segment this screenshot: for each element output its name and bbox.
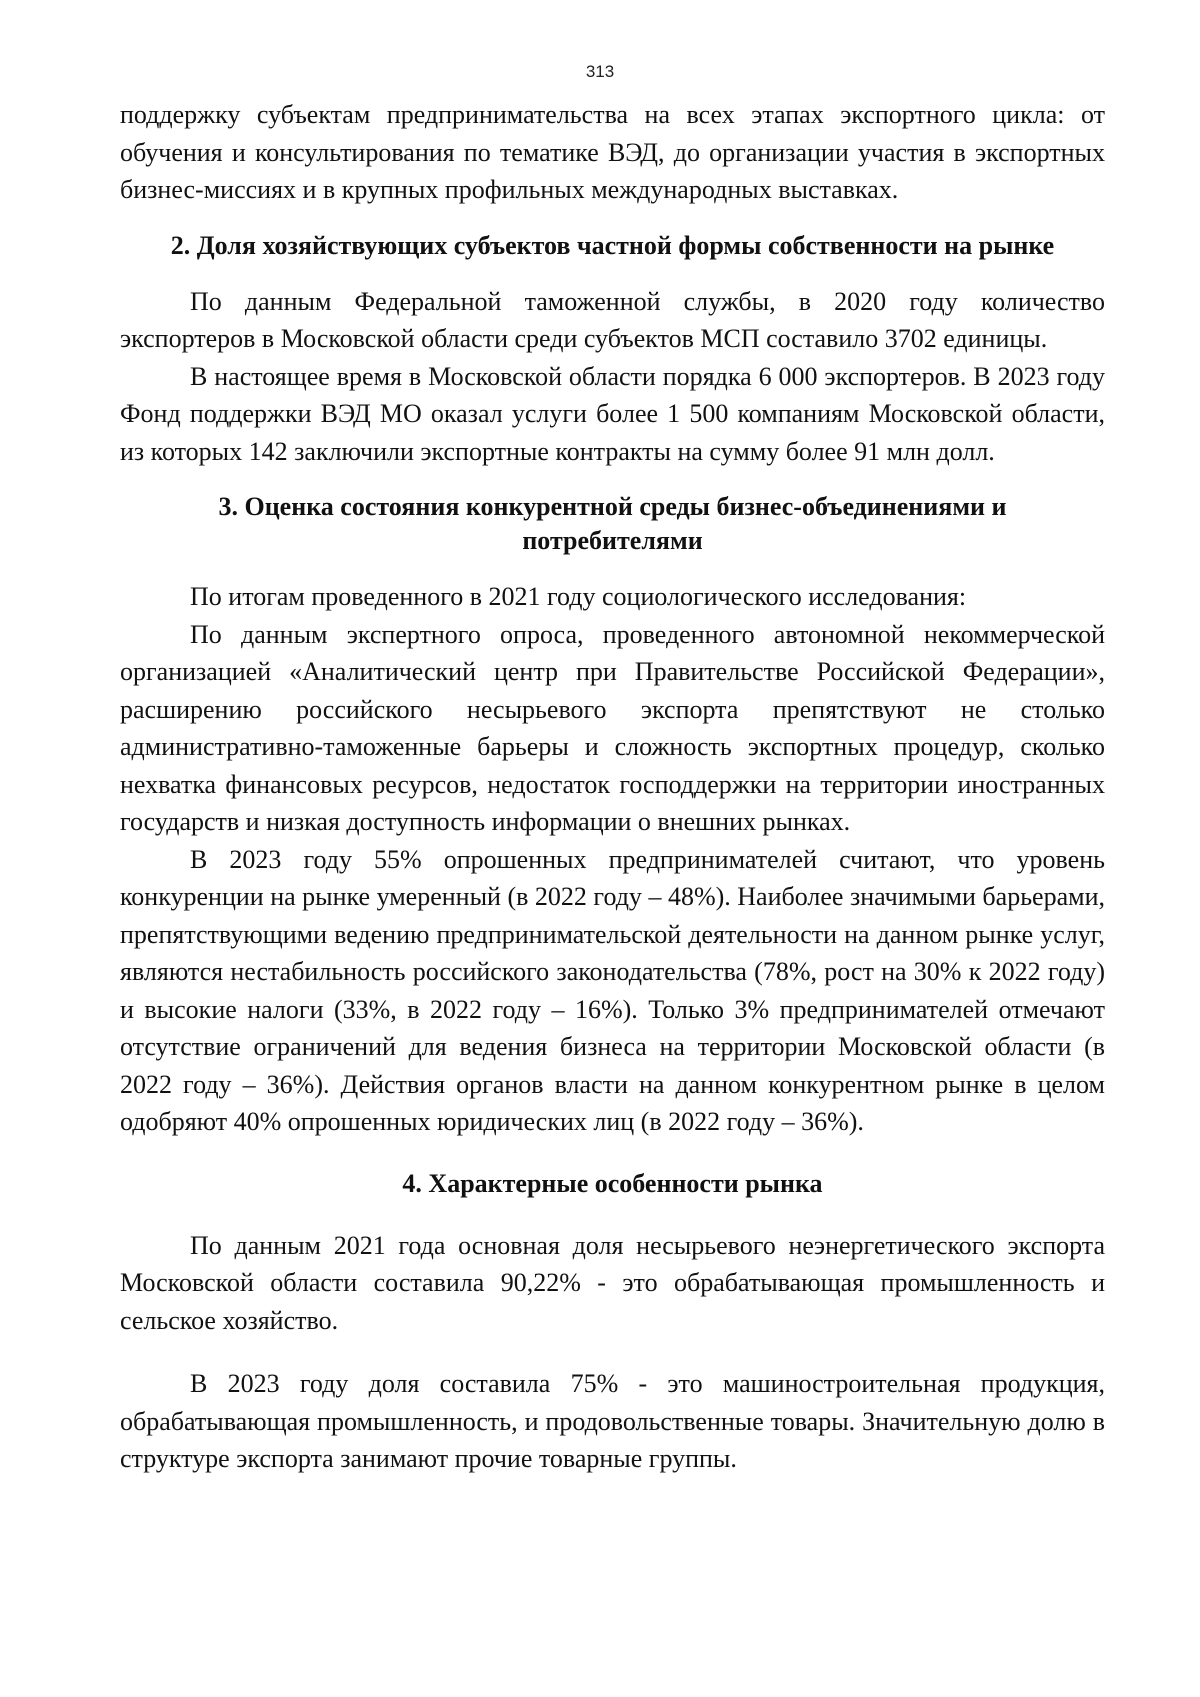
section-3-paragraph-3: В 2023 году 55% опрошенных предпринимателей считают, что уровень конкуренции на рынке умеренный (в 2022 году – 48%). Наиболее значимыми барьерами, препятствующими ведению предпринимательской деятельности на данном рынке услуг, являются нестабильность российского законодательства (78%, рост на 30% к 2022 году) и высокие налоги (33%, в 2022 году – 16%). Только 3% предпринимателей отмечают отсутствие ограничений для ведения бизнеса на территории Московской области (в 2022 году – 36%). Действия органов власти на данном конкурентном рынке в целом одобряют 40% опрошенных юридических лиц (в 2022 году – 36%).	[120, 844, 1105, 1136]
section-3-paragraph-1: По итогам проведенного в 2021 году социологического исследования:	[190, 582, 967, 611]
section-4-paragraph-2: В 2023 году доля составила 75% - это машиностроительная продукция, обрабатывающая промышленность, и продовольственные товары. Значительную долю в структуре экспорта занимают прочие товарные группы.	[120, 1369, 1105, 1473]
section-3-heading-line-2: потребителями	[522, 526, 703, 555]
page-number: 313	[585, 62, 615, 81]
section-3-paragraph-2: По данным экспертного опроса, проведенного автономной некоммерческой организацией «Аналитический центр при Правительстве Российской Федерации», расширению российского несырьевого экспорта препятствуют не столько административно-таможенные барьеры и сложность экспортных процедур, сколько нехватка финансовых ресурсов, недостаток господдержки на территории иностранных государств и низкая доступность информации о внешних рынках.	[120, 619, 1105, 836]
section-4-paragraph-1: По данным 2021 года основная доля несырьевого неэнергетического экспорта Московской области составила 90,22% - это обрабатывающая промышленность и сельское хозяйство.	[120, 1230, 1105, 1335]
section-3-heading	[120, 490, 1105, 558]
paragraph-intro: поддержку субъектам предпринимательства на всех этапах экспортного цикла: от обучения и консультирования по тематике ВЭД, до организации участия в экспортных бизнес-миссиях и в крупных профильных международных выставках.	[120, 100, 1105, 204]
section-2-paragraph-2: В настоящее время в Московской области порядка 6 000 экспортеров. В 2023 году Фонд поддержки ВЭД МО оказал услуги более 1 500 компаниям Московской области, из которых 142 заключили экспортные контракты на сумму более 91 млн долл.	[120, 361, 1105, 466]
section-4-heading: 4. Характерные особенности рынка	[402, 1168, 823, 1198]
section-2-paragraph-1: По данным Федеральной таможенной службы, в 2020 году количество экспортеров в Московской области среди субъектов МСП составило 3702 единицы.	[120, 286, 1105, 353]
section-3-heading-line-1: 3. Оценка состояния конкурентной среды бизнес-объединениями и	[218, 492, 1007, 521]
document-body	[120, 96, 1105, 1478]
section-2-heading: 2. Доля хозяйствующих субъектов частной формы собственности на рынке	[170, 230, 1055, 260]
